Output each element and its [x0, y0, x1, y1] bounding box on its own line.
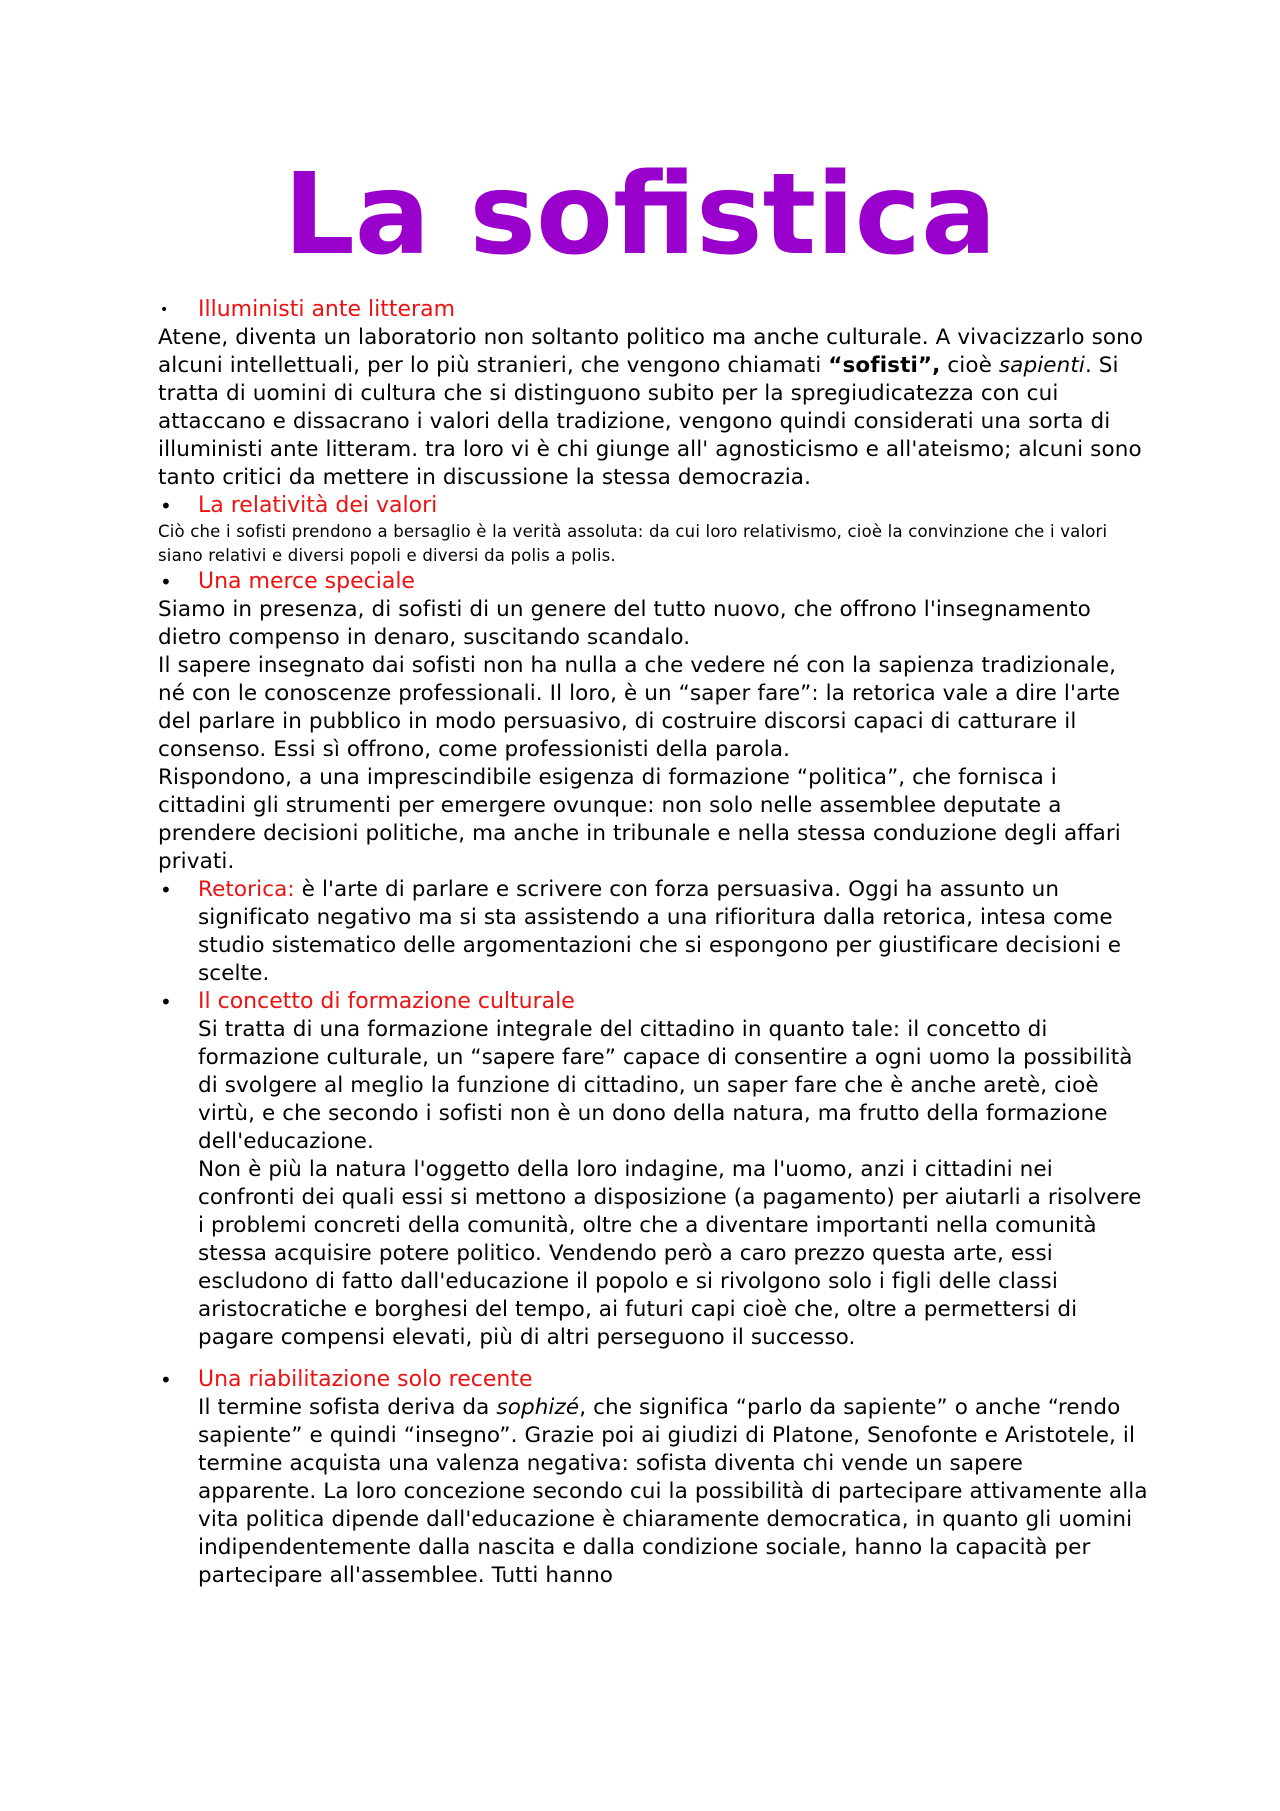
italic-term: sophizé	[496, 1395, 580, 1420]
section-retorica	[158, 876, 1148, 988]
bullet-icon: •	[160, 570, 172, 594]
paragraph-riabilitazione: Il termine sofista deriva da sophizé, che significa “parlo da sapiente” o anche “rendo sapiente” e quindi “insegno”. Grazie poi ai giudizi di Platone, Senofonte e Aristotele, il termine acquista una valenza negativa: sofista diventa chi vende un sapere apparente. La loro concezione secondo cui la possibilità di partecipare attivamente alla vita politica dipende dall'educazione è chiaramente democratica, in quanto gli uomini indipendentemente dalla nascita e dalla condizione sociale, hanno la capacità per partecipare all'assemblee. Tutti hanno	[198, 1395, 1148, 1588]
italic-term: sapienti	[998, 353, 1085, 378]
section-heading-text: Il concetto di formazione culturale	[198, 989, 575, 1014]
bullet-icon: •	[160, 990, 172, 1014]
paragraph-relativita: Ciò che i sofisti prendono a bersaglio è la verità assoluta: da cui loro relativismo, cioè la convinzione che i valori siano relativi e diversi popoli e diversi da polis a polis.	[158, 522, 1108, 565]
paragraph-merce-1: Siamo in presenza, di sofisti di un genere del tutto nuovo, che offrono l'insegnamento dietro compenso in denaro, suscitando scandalo.	[158, 597, 1091, 650]
section-heading-riabilitazione	[158, 1366, 1148, 1394]
section-body-riabilitazione	[158, 1394, 1148, 1590]
paragraph-formazione-1: Si tratta di una formazione integrale del cittadino in quanto tale: il concetto di formazione culturale, un “sapere fare” capace di consentire a ogni uomo la possibilità di svolgere al meglio la funzione di cittadino, un saper fare che è anche aretè, cioè virtù, e che secondo i sofisti non è un dono della natura, ma frutto della formazione dell'educazione.	[198, 1017, 1133, 1154]
spacer	[158, 1352, 1148, 1366]
paragraph-merce-3: Rispondono, a una imprescindibile esigenza di formazione “politica”, che fornisca i cittadini gli strumenti per emergere ovunque: non solo nelle assemblee deputate a prendere decisioni politiche, ma anche in tribunale e nella stessa conduzione degli affari privati.	[158, 765, 1121, 874]
section-heading-text: La relatività dei valori	[198, 493, 438, 518]
document-body	[158, 296, 1148, 1590]
section-heading-relativita	[158, 492, 1148, 520]
paragraph-merce-2: Il sapere insegnato dai sofisti non ha nulla a che vedere né con la sapienza tradizionale, né con le conoscenze professionali. Il loro, è un “saper fare”: la retorica vale a dire l'arte del parlare in pubblico in modo persuasivo, di costruire discorsi capaci di catturare il consenso. Essi sì offrono, come professionisti della parola.	[158, 653, 1121, 762]
section-heading-illuministi	[158, 296, 1148, 324]
section-heading-merce	[158, 568, 1148, 596]
bullet-icon: •	[160, 494, 172, 518]
section-heading-formazione	[158, 988, 1148, 1016]
paragraph-formazione-2: Non è più la natura l'oggetto della loro indagine, ma l'uomo, anzi i cittadini nei confronti dei quali essi si mettono a disposizione (a pagamento) per aiutarli a risolvere i problemi concreti della comunità, oltre che a diventare importanti nella comunità stessa acquisire potere politico. Vendendo però a caro prezzo questa arte, essi escludono di fatto dall'educazione il popolo e si rivolgono solo i figli delle classi aristocratiche e borghesi del tempo, ai futuri capi cioè che, oltre a permettersi di pagare compensi elevati, più di altri perseguono il successo.	[198, 1157, 1142, 1350]
document-title: La sofistica	[283, 150, 997, 280]
section-body-formazione	[158, 1016, 1148, 1352]
paragraph-retorica: Retorica: è l'arte di parlare e scrivere con forza persuasiva. Oggi ha assunto un significato negativo ma si sta assistendo a una rifioritura dalla retorica, intesa come studio sistematico delle argomentazioni che si espongono per giustificare decisioni e scelte.	[198, 877, 1122, 986]
section-heading-text: Illuministi ante litteram	[198, 297, 455, 322]
bold-term: “sofisti”,	[828, 353, 941, 378]
section-heading-text: Una riabilitazione solo recente	[198, 1367, 533, 1392]
section-heading-text: Una merce speciale	[198, 569, 415, 594]
bullet-icon: •	[160, 302, 169, 318]
bullet-icon: •	[160, 878, 172, 902]
bullet-icon: •	[160, 1368, 172, 1392]
paragraph-illuministi: Atene, diventa un laboratorio non soltanto politico ma anche culturale. A vivacizzarlo sono alcuni intellettuali, per lo più stranieri, che vengono chiamati “sofisti”, cioè sapienti. Si tratta di uomini di cultura che si distinguono subito per la spregiudicatezza con cui attaccano e dissacrano i valori della tradizione, vengono quindi considerati una sorta di illuministi ante litteram. tra loro vi è chi giunge all' agnosticismo e all'ateismo; alcuni sono tanto critici da mettere in discussione la stessa democrazia.	[158, 325, 1144, 490]
section-heading-text: Retorica:	[198, 877, 295, 902]
